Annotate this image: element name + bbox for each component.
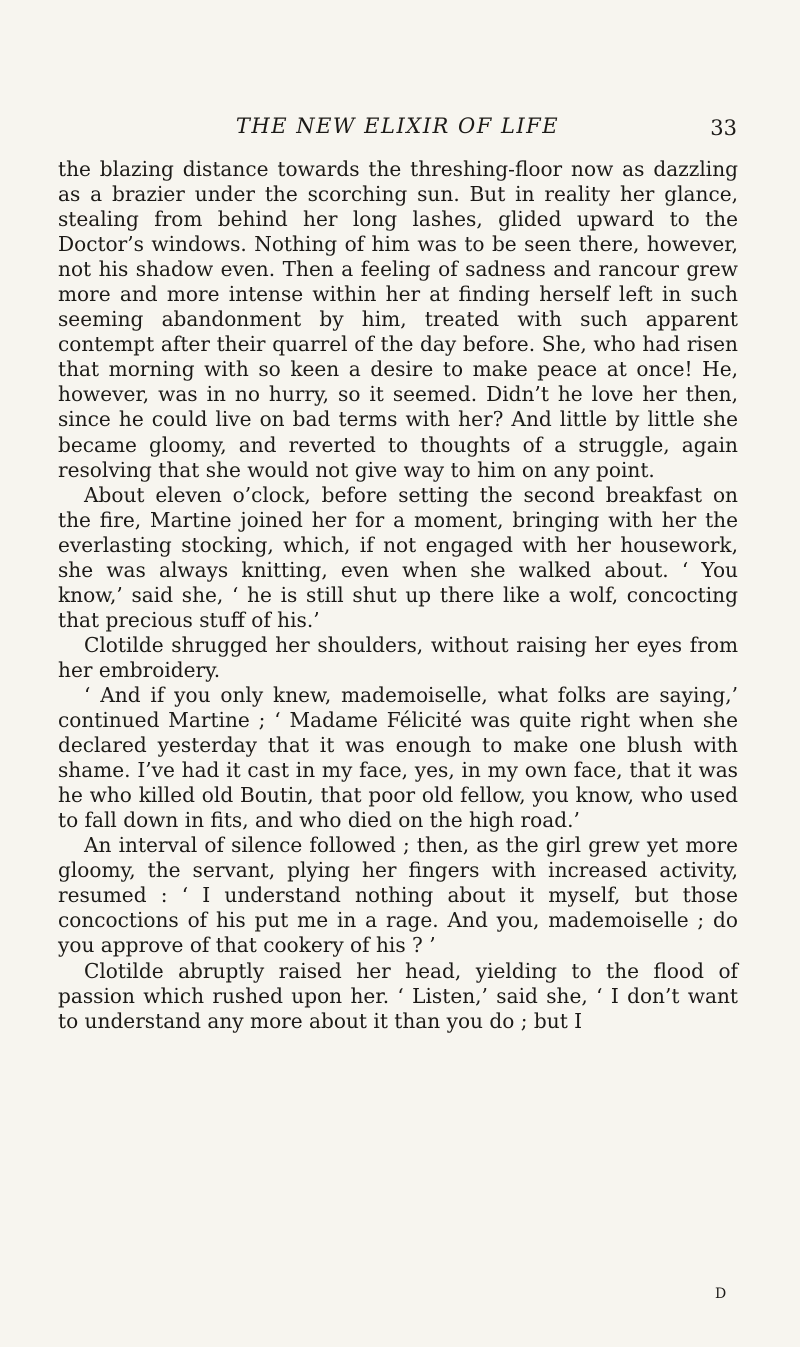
paragraph: About eleven o’clock, before setting the second breakfast on the fire, Martine joined her for a moment, bringing with her the everlasting stocking, which, if not engaged with her housework, she was always knitting, even when she walked about. ‘ You know,’ said she, ‘ he is still shut up there like a wolf, concocting that precious stuff of his.’ — [58, 482, 738, 632]
signature-mark: D — [715, 1286, 727, 1302]
paragraph: Clotilde shrugged her shoulders, without raising her eyes from her embroidery. — [58, 632, 738, 682]
paragraph: the blazing distance towards the threshing-floor now as dazzling as a brazier under the scorching sun. But in reality her glance, stealing from behind her long lashes, glided upward to the Doctor’s windows. Nothing of him was to be seen there, however, not his shadow even. Then a feeling of sadness and rancour grew more and more intense within her at finding herself left in such seeming abandonment by him, treated with such apparent contempt after their quarrel of the day before. She, who had risen that morning with so keen a desire to make peace at once! He, however, was in no hurry, so it seemed. Didn’t he love her then, since he could live on bad terms with her? And little by little she became gloomy, and reverted to thoughts of a struggle, again resolving that she would not give way to him on any point. — [58, 157, 738, 482]
running-head — [140, 112, 737, 146]
paragraph: An interval of silence followed ; then, as the girl grew yet more gloomy, the servant, plying her fingers with increased activity, resumed : ‘ I understand nothing about it myself, but those concoctions of his put me in a rage. And you, mademoiselle ; do you approve of that cookery of his ? ’ — [58, 833, 738, 958]
text-block — [58, 157, 738, 1034]
paragraph: Clotilde abruptly raised her head, yielding to the flood of passion which rushed upon her. ‘ Listen,’ said she, ‘ I don’t want to understand any more about it than you do ; but I — [58, 958, 738, 1033]
running-title: THE NEW ELIXIR OF LIFE — [235, 114, 560, 138]
page-number: 33 — [710, 116, 737, 140]
paragraph: ‘ And if you only knew, mademoiselle, what folks are saying,’ continued Martine ; ‘ Madame Félicité was quite right when she declared yesterday that it was enough to make one blush with shame. I’ve had it cast in my face, yes, in my own face, that it was he who killed old Boutin, that poor old fellow, you know, who used to fall down in fits, and who died on the high road.’ — [58, 682, 738, 833]
